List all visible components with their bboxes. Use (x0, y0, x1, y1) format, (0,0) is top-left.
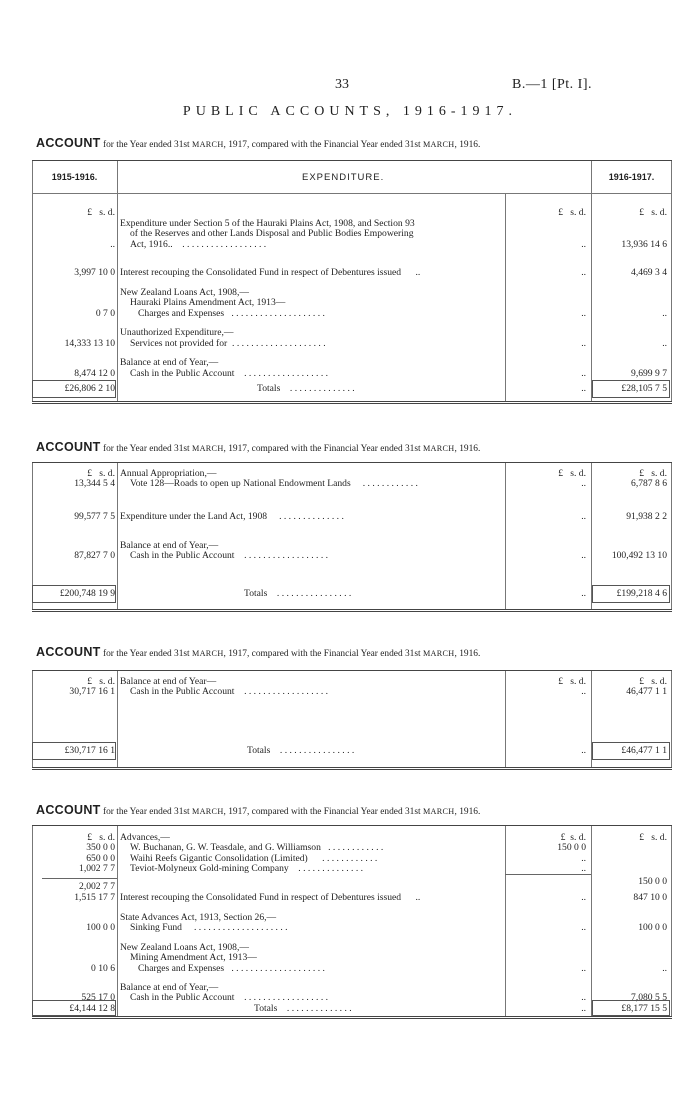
total-1915: £26,806 2 10 (64, 383, 115, 394)
expenditure-table-3: £ s. d. £ s. d. £ s. d. 30,717 16 1 Balance at end of Year— Cash in the Public Account . . . . . . . . . . . . . . . . . . .. 46,477 1 1 £30,717 16 1 Totals . . . . . . . . . . . . . . . . .. £46,477 1 1 (32, 670, 672, 770)
column-header-1917: 1916-1917. (608, 172, 655, 182)
total-1917: £8,177 15 5 (621, 1003, 667, 1014)
document-reference: B.—1 [Pt. I]. (512, 77, 592, 92)
total-1917: £46,477 1 1 (621, 745, 667, 756)
totals-label: Totals . . . . . . . . . . . . . . (257, 383, 355, 394)
amount-cell: 13,936 14 6 (621, 239, 667, 250)
expenditure-table-2: £ s. d. £ s. d. £ s. d. 13,344 5 4 Annual Appropriation,— Vote 128—Roads to open up National Endowment Lands . . . . . . . . . . . . .. 6,787 8 6 99,577 7 5 Expenditure under the Land Act, 1908 . . . . . . . . . . . . . . .. 91,938 2 2 Balance at end of Year,— 87,827 7 0 Cash in the Public Account . . . . . . . . . . . . . . . . . . .. 100,492 13 10 £200,748 19 9 Totals . . . . . . . . . . . . . . . . .. £199,218 4 6 (32, 462, 672, 612)
expenditure-table-4: £ s. d. £ s. d. £ s. d. Advances,— 350 0 0 W. Buchanan, G. W. Teasdale, and G. Williamson . . . . . . . . . . . . 150 0 0 650 0 0 Waihi Reefs Gigantic Consolidation (Limited) . . . . . . . . . . . . .. 1,002 7 7 Teviot-Molyneux Gold-mining Company . . . . . . . . . . . . . . .. 150 0 0 2,002 7 7 1,515 17 7 Interest recouping the Consolidated Fund in respect of Debentures issued .. .. 847 10 0 State Advances Act, 1913, Section 26,— 100 0 0 Sinking Fund . . . . . . . . . . . . . . . . . . . . .. 100 0 0 New Zealand Loans Act, 1908,— Mining Amendment Act, 1913— 0 10 6 Charges and Expenses . . . . . . . . . . . . . . . . . . . . .. .. Balance at end of Year,— 525 17 0 Cash in the Public Account . . . . . . . . . . . . . . . . . . .. 7,080 5 5 £4,144 12 8 Totals . . . . . . . . . . . . . . .. £8,177 15 5 (32, 825, 672, 1019)
account-heading: ACCOUNT for the Year ended 31st MARCH, 1917, compared with the Financial Year ended 31st MARCH, 1916. (36, 440, 481, 454)
account-heading: ACCOUNT for the Year ended 31st MARCH, 1917, compared with the Financial Year ended 31st MARCH, 1916. (36, 136, 481, 150)
total-1915: £200,748 19 9 (59, 588, 115, 599)
total-1917: £28,105 7 5 (621, 383, 667, 394)
total-1917: £199,218 4 6 (616, 588, 667, 599)
totals-label: Totals . . . . . . . . . . . . . . . . (247, 745, 355, 756)
totals-label: Totals . . . . . . . . . . . . . . (254, 1003, 352, 1014)
total-1915: £4,144 12 8 (69, 1003, 115, 1014)
column-header-1915: 1915-1916. (51, 172, 98, 182)
page-title: PUBLIC ACCOUNTS, 1916-1917. (182, 104, 518, 119)
totals-label: Totals . . . . . . . . . . . . . . . . (244, 588, 352, 599)
row-description: Expenditure under Section 5 of the Hauraki Plains Act, 1908, and Section 93 (120, 218, 415, 229)
total-1915: £30,717 16 1 (64, 745, 115, 756)
account-heading: ACCOUNT for the Year ended 31st MARCH, 1917, compared with the Financial Year ended 31st MARCH, 1916. (36, 803, 481, 817)
expenditure-table-1: 1915-1916. EXPENDITURE. 1916-1917. £ s. d. £ s. d. £ s. d. Expenditure under Section 5 of the Hauraki Plains Act, 1908, and Section 93 of the Reserves and other Lands Disposal and Public Bodies Empowering Act, 1916.. . . . . . . . . . . . . . . . . . . .. .. 13,936 14 6 3,997 10 0 Interest recouping the Consolidated Fund in respect of Debentures issued .. .. 4,469 3 4 New Zealand Loans Act, 1908,— Hauraki Plains Amendment Act, 1913— 0 7 0 Charges and Expenses . . . . . . . . . . . . . . . . . . . . .. .. Unauthorized Expenditure,— 14,333 13 10 Services not provided for . . . . . . . . . . . . . . . . . . . . .. .. Balance at end of Year,— 8,474 12 0 Cash in the Public Account . . . . . . . . . . . . . . . . . . .. 9,699 9 7 £26,806 2 10 Totals . . . . . . . . . . . . . . .. £28,105 7 5 (32, 160, 672, 404)
column-header-expenditure: EXPENDITURE. (302, 172, 385, 183)
page-number: 33 (335, 77, 349, 92)
account-heading: ACCOUNT for the Year ended 31st MARCH, 1917, compared with the Financial Year ended 31st MARCH, 1916. (36, 645, 481, 659)
